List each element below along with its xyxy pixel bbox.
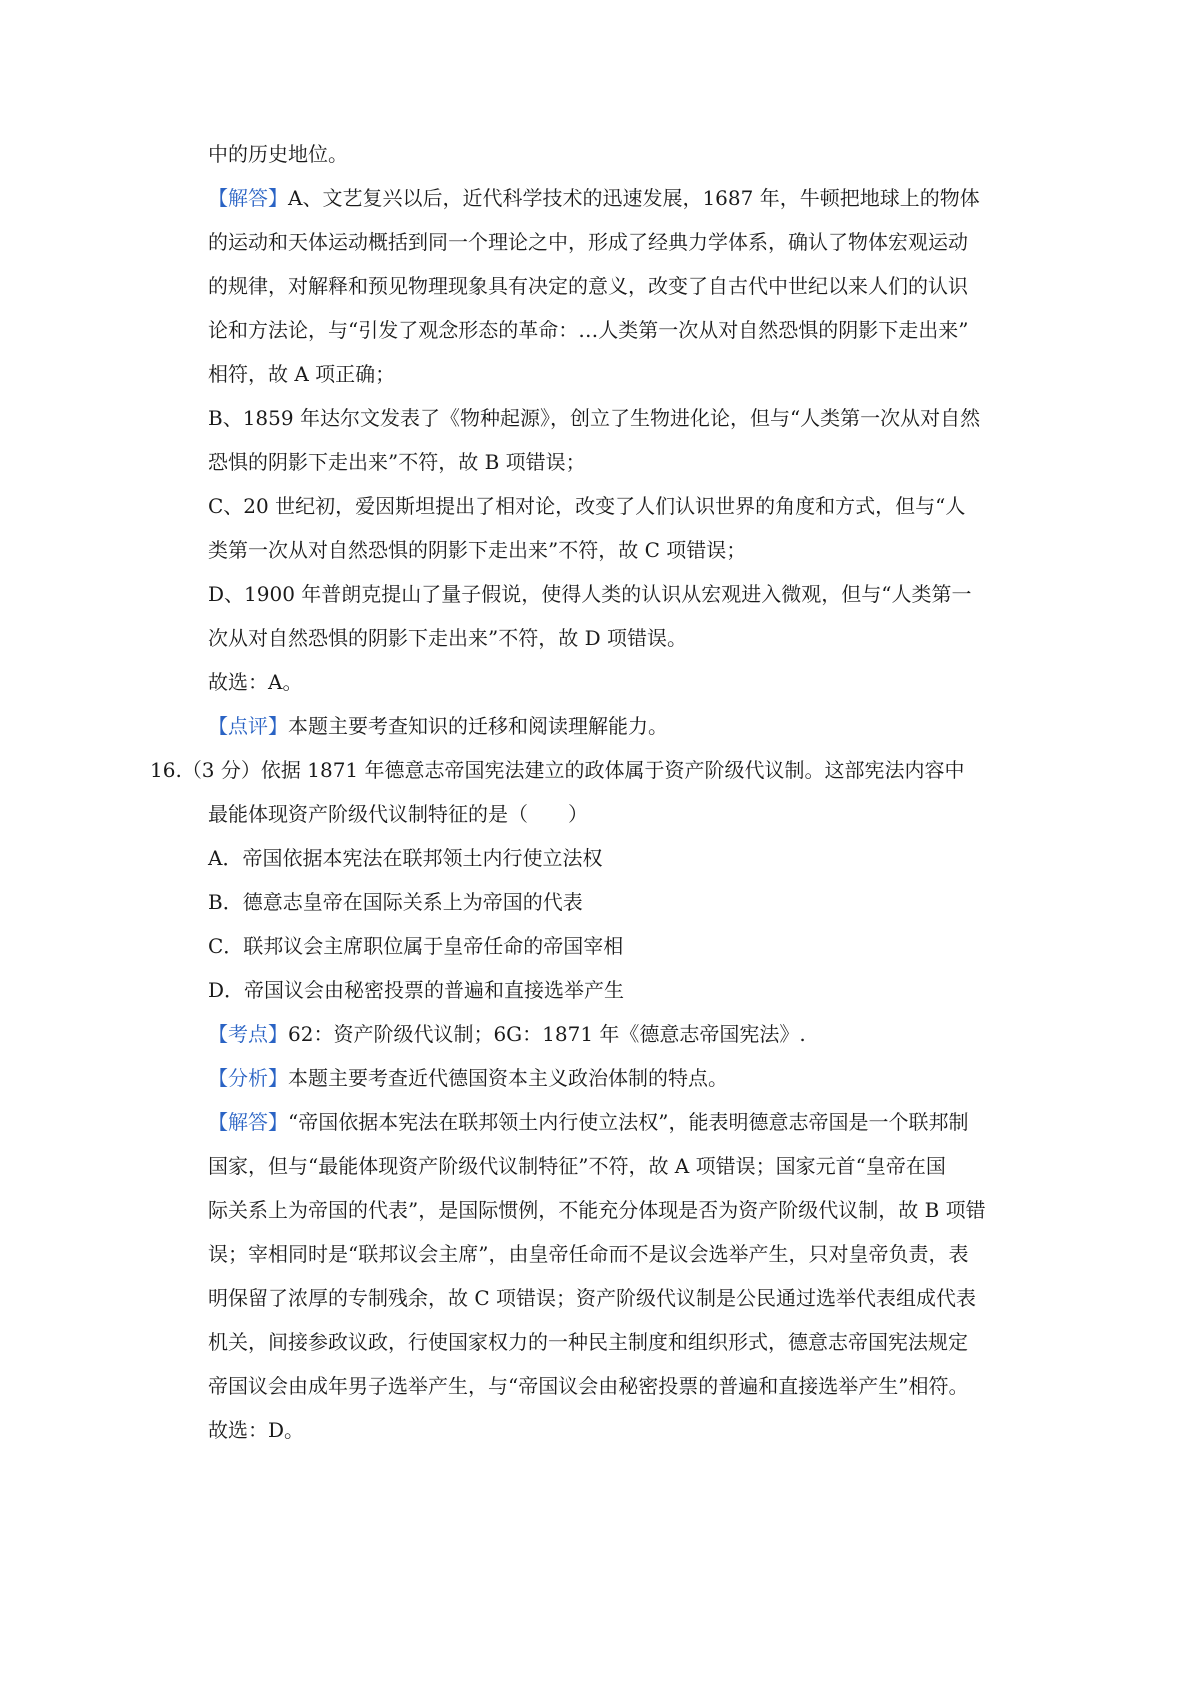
text-line: 的运动和天体运动概括到同一个理论之中，形成了经典力学体系，确认了物体宏观运动 xyxy=(208,230,968,254)
point-line xyxy=(208,1021,806,1047)
text-line: 明保留了浓厚的专制残余，故 C 项错误；资产阶级代议制是公民通过选举代表组成代表 xyxy=(208,1286,977,1310)
option-c: C．联邦议会主席职位属于皇帝任命的帝国宰相 xyxy=(208,934,624,958)
analysis-tag: 【分析】 xyxy=(208,1066,288,1090)
analysis-text: 本题主要考查近代德国资本主义政治体制的特点。 xyxy=(288,1066,728,1090)
text-line: 帝国议会由成年男子选举产生，与“帝国议会由秘密投票的普遍和直接选举产生”相符。 xyxy=(208,1374,969,1398)
answer-text: “帝国依据本宪法在联邦领土内行使立法权”，能表明德意志帝国是一个联邦制 xyxy=(288,1110,969,1134)
option-d: D．帝国议会由秘密投票的普遍和直接选举产生 xyxy=(208,978,625,1002)
question-number: 16. xyxy=(150,758,182,782)
question-16-stem-line1 xyxy=(150,757,965,783)
question-16-stem-line2: 最能体现资产阶级代议制特征的是（ ） xyxy=(208,802,588,826)
text-line: 中的历史地位。 xyxy=(208,142,348,166)
comment-line xyxy=(208,713,668,739)
point-tag: 【考点】 xyxy=(208,1022,288,1046)
analysis-line xyxy=(208,1065,728,1091)
answer-choice: 故选：A。 xyxy=(208,670,303,694)
option-a: A．帝国依据本宪法在联邦领土内行使立法权 xyxy=(208,846,603,870)
text-line: C、20 世纪初，爱因斯坦提出了相对论，改变了人们认识世界的角度和方式，但与“人 xyxy=(208,494,966,518)
question-stem: （3 分）依据 1871 年德意志帝国宪法建立的政体属于资产阶级代议制。这部宪法内容中 xyxy=(181,758,965,782)
answer-tag: 【解答】 xyxy=(208,1110,288,1134)
text-line: D、1900 年普朗克提山了量子假说，使得人类的认识从宏观进入微观，但与“人类第一 xyxy=(208,582,972,606)
comment-tag: 【点评】 xyxy=(208,714,288,738)
text-line: 论和方法论，与“引发了观念形态的革命：…人类第一次从对自然恐惧的阴影下走出来” xyxy=(208,318,969,342)
answer-paragraph-line xyxy=(208,1109,968,1135)
text-line: 次从对自然恐惧的阴影下走出来”不符，故 D 项错误。 xyxy=(208,626,687,650)
text-line: 机关，间接参政议政，行使国家权力的一种民主制度和组织形式，德意志帝国宪法规定 xyxy=(208,1330,968,1354)
text-line: 相符，故 A 项正确； xyxy=(208,362,396,386)
answer-choice: 故选：D。 xyxy=(208,1418,305,1442)
answer-tag: 【解答】 xyxy=(208,186,288,210)
text-line: 国家，但与“最能体现资产阶级代议制特征”不符，故 A 项错误；国家元首“皇帝在国 xyxy=(208,1154,946,1178)
answer-text: A、文艺复兴以后，近代科学技术的迅速发展，1687 年，牛顿把地球上的物体 xyxy=(288,186,980,210)
text-line: 恐惧的阴影下走出来”不符，故 B 项错误； xyxy=(208,450,586,474)
text-line: 误；宰相同时是“联邦议会主席”，由皇帝任命而不是议会选举产生，只对皇帝负责，表 xyxy=(208,1242,969,1266)
comment-text: 本题主要考查知识的迁移和阅读理解能力。 xyxy=(288,714,668,738)
text-line: B、1859 年达尔文发表了《物种起源》，创立了生物进化论，但与“人类第一次从对自然 xyxy=(208,406,981,430)
answer-paragraph-line xyxy=(208,185,980,211)
option-b: B．德意志皇帝在国际关系上为帝国的代表 xyxy=(208,890,583,914)
text-line: 际关系上为帝国的代表”，是国际惯例，不能充分体现是否为资产阶级代议制，故 B 项错 xyxy=(208,1198,986,1222)
point-text: 62：资产阶级代议制；6G：1871 年《德意志帝国宪法》. xyxy=(288,1022,806,1046)
text-line: 类第一次从对自然恐惧的阴影下走出来”不符，故 C 项错误； xyxy=(208,538,747,562)
text-line: 的规律，对解释和预见物理现象具有决定的意义，改变了自古代中世纪以来人们的认识 xyxy=(208,274,968,298)
